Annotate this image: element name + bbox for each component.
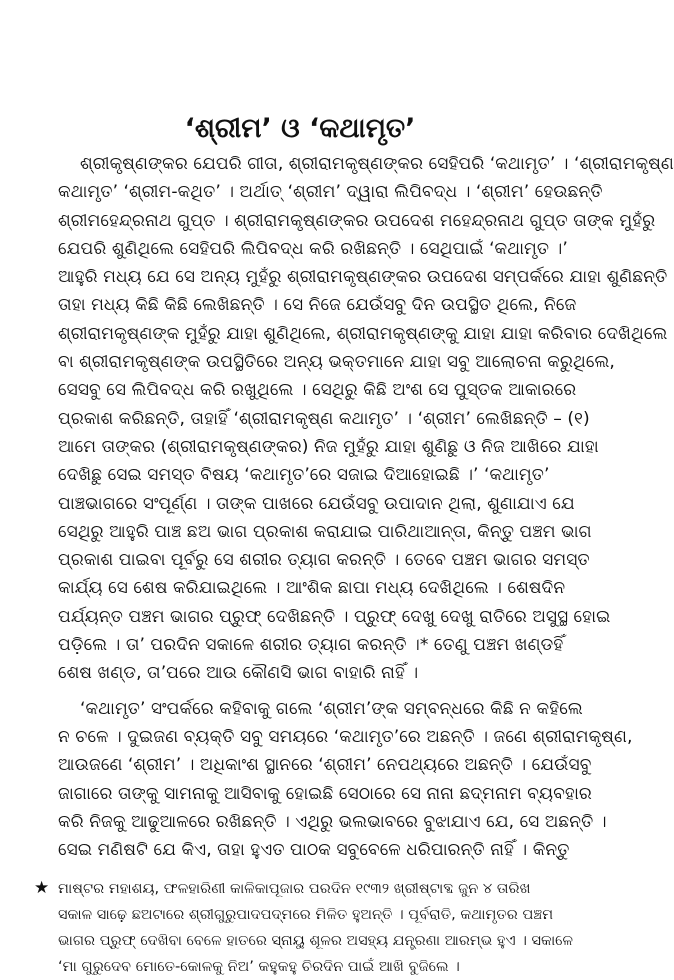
text-line: ଯେପରି ଶୁଣିଥିଲେ ସେହିପରି ଲିପିବଦ୍ଧ କରି ରଖିଛନ୍ତି । ସେଥିପାଇଁ ‘କଥାମୃତ ।’ xyxy=(58,238,568,259)
text-line: ଶ୍ରୀକୃଷ୍ଣଙ୍କର ଯେପରି ଗୀତା, ଶ୍ରୀରାମକୃଷ୍ଣଙ୍କର ସେହିପରି ‘କଥାମୃତ’ । ‘ଶ୍ରୀରାମକୃଷ୍ଣ xyxy=(80,154,674,174)
text-line: ଶ୍ରୀମହେନ୍ଦ୍ରନାଥ ଗୁପ୍ତ । ଶ୍ରୀରାମକୃଷ୍ଣଙ୍କର ଉପଦେଶ ମହେନ୍ଦ୍ରନାଥ ଗୁପ୍ତ ତାଙ୍କ ମୁହଁରୁ xyxy=(58,210,656,231)
footnote-star-icon: ★ xyxy=(34,878,50,898)
text-line: ‘କଥାମୃତ’ ସଂପର୍କରେ କହିବାକୁ ଗଲେ ‘ଶ୍ରୀମ’ଙ୍କ ସମ୍ବନ୍ଧରେ କିଛି ନ କହିଲେ xyxy=(80,698,583,719)
text-line: ବା ଶ୍ରୀରାମକୃଷ୍ଣଙ୍କ ଉପସ୍ଥିତିରେ ଅନ୍ୟ ଭକ୍ତମାନେ ଯାହା ସବୁ ଆଲୋଚନା କରୁଥିଲେ, xyxy=(58,352,615,373)
text-line: ଆମେ ତାଙ୍କର (ଶ୍ରୀରାମକୃଷ୍ଣଙ୍କର) ନିଜ ମୁହଁରୁ ଯାହା ଶୁଣିଛୁ ଓ ନିଜ ଆଖିରେ ଯାହା xyxy=(58,436,599,457)
text-line: ସେଇ ମଣିଷଟି ଯେ କିଏ, ତାହା ହୁଏତ ପାଠକ ସବୁବେଳେ ଧରିପାରନ୍ତି ନାହିଁ । କିନ୍ତୁ xyxy=(58,840,570,861)
paragraph-2 xyxy=(58,695,633,865)
text-line: କାର୍ଯ୍ୟ ସେ ଶେଷ କରିଯାଇଥିଲେ । ଆଂଶିକ ଛାପା ମଧ୍ୟ ଦେଖିଥିଲେ । ଶେଷଦିନ xyxy=(58,578,566,599)
text-line: ଶେଷ ଖଣ୍ଡ, ତା’ପରେ ଆଉ କୌଣସି ଭାଗ ବାହାରି ନାହିଁ । xyxy=(58,663,419,684)
text-line: ନ ଚଳେ । ଦୁଇଜଣ ବ୍ୟକ୍ତି ସବୁ ସମୟରେ ‘କଥାମୃତ’ରେ ଅଛନ୍ତି । ଜଣେ ଶ୍ରୀରାମକୃଷ୍ଣ, xyxy=(58,726,633,747)
text-line: ତାହା ମଧ୍ୟ କିଛି କିଛି ଲେଖିଛନ୍ତି । ସେ ନିଜେ ଯେଉଁସବୁ ଦିନ ଉପସ୍ଥିତ ଥିଲେ, ନିଜେ xyxy=(58,295,577,316)
text-line: ଶ୍ରୀରାମକୃଷ୍ଣଙ୍କ ମୁହଁରୁ ଯାହା ଶୁଣିଥିଲେ, ଶ୍ରୀରାମକୃଷ୍ଣଙ୍କୁ ଯାହା ଯାହା କରିବାର ଦେଖିଥିଲେ xyxy=(58,323,668,344)
footnote-line: ମାଷ୍ଟର ମହାଶୟ, ଫଳହାରିଣୀ କାଳିକାପୂଜାର ପରଦିନ ୧୯୩୨ ଖ୍ରୀଷ୍ଟାବ୍ଦ ଜୁନ ୪ ତାରିଖ xyxy=(58,880,531,897)
text-line: ପ୍ରକାଶ କରିଛନ୍ତି, ତାହାହିଁ ‘ଶ୍ରୀରାମକୃଷ୍ଣ କଥାମୃତ’ । ‘ଶ୍ରୀମ’ ଲେଖିଛନ୍ତି – (୧) xyxy=(58,408,590,429)
footnote xyxy=(34,876,574,980)
text-line: କରି ନିଜକୁ ଆଢୁଆଳରେ ରଖିଛନ୍ତି । ଏଥିରୁ ଭଲଭାବରେ ବୁଝାଯାଏ ଯେ, ସେ ଅଛନ୍ତି । xyxy=(58,811,607,832)
text-line: କଥାମୃତ’ ‘ଶ୍ରୀମ-କଥିତ’ । ଅର୍ଥାତ୍ ‘ଶ୍ରୀମ’ ଦ୍ୱାରା ଲିପିବଦ୍ଧ । ‘ଶ୍ରୀମ’ ହେଉଛନ୍ତି xyxy=(58,182,603,203)
text-line: ଆହୁରି ମଧ୍ୟ ଯେ ସେ ଅନ୍ୟ ମୁହଁରୁ ଶ୍ରୀରାମକୃଷ୍ଣଙ୍କର ଉପଦେଶ ସମ୍ପର୍କରେ ଯାହା ଶୁଣିଛନ୍ତି xyxy=(58,267,668,288)
text-line: ସେଥିରୁ ଆହୁରି ପାଞ୍ଚ ଛଅ ଭାଗ ପ୍ରକାଶ କରାଯାଇ ପାରିଥାଆନ୍ତା, କିନ୍ତୁ ପଞ୍ଚମ ଭାଗ xyxy=(58,521,592,542)
body-text xyxy=(58,150,674,864)
footnote-line: ‘ମା ଗୁରୁଦେବ ମୋତେ-କୋଳକୁ ନିଅ’ କହୁକହୁ ଚିରଦିନ ପାଇଁ ଆଖି ବୁଜିଲେ । xyxy=(58,958,460,975)
text-line: ଆଉଜଣେ ‘ଶ୍ରୀମ’ । ଅଧିକାଂଶ ସ୍ଥାନରେ ‘ଶ୍ରୀମ’ ନେପଥ୍ୟରେ ଅଛନ୍ତି । ଯେଉଁସବୁ xyxy=(58,755,592,776)
footnote-line: ଭାଗର ପ୍ରୁଫ୍ ଦେଖିବା ବେଳେ ହାତରେ ସ୍ନାୟୁ ଶୂଳର ଅସହ୍ୟ ଯନ୍ତ୍ରଣା ଆରମ୍ଭ ହୁଏ । ସକାଳେ xyxy=(58,932,574,949)
paragraph-1 xyxy=(58,150,674,688)
text-line: ପର୍ଯ୍ୟନ୍ତ ପଞ୍ଚମ ଭାଗର ପ୍ରୁଫ୍ ଦେଖିଛନ୍ତି । ପ୍ରୁଫ୍ ଦେଖୁ ଦେଖୁ ରାତିରେ ଅସୁସ୍ଥ ହୋଇ xyxy=(58,606,611,627)
text-line: ପଡ଼ିଲେ । ତା’ ପରଦିନ ସକାଳେ ଶରୀର ତ୍ୟାଗ କରନ୍ତି ।* ତେଣୁ ପଞ୍ଚମ ଖଣ୍ଡହିଁ xyxy=(58,635,564,656)
text-line: ଜାଗାରେ ତାଙ୍କୁ ସାମନାକୁ ଆସିବାକୁ ହୋଇଛି ସେଠାରେ ସେ ନାନା ଛଦ୍ମନାମ ବ୍ୟବହାର xyxy=(58,783,592,804)
chapter-title: ‘ଶ୍ରୀମ’ ଓ ‘କଥାମୃତ’ xyxy=(184,113,416,144)
text-line: ପାଞ୍ଚଭାଗରେ ସଂପୂର୍ଣ୍ଣ । ତାଙ୍କ ପାଖରେ ଯେଉଁସବୁ ଉପାଦାନ ଥିଲା, ଶୁଣାଯାଏ ଯେ xyxy=(58,493,575,514)
text-line: ପ୍ରକାଶ ପାଇବା ପୂର୍ବରୁ ସେ ଶରୀର ତ୍ୟାଗ କରନ୍ତି । ତେବେ ପଞ୍ଚମ ଭାଗର ସମସ୍ତ xyxy=(58,550,590,571)
text-line: ସେସବୁ ସେ ଲିପିବଦ୍ଧ କରି ରଖୁଥିଲେ । ସେଥିରୁ କିଛି ଅଂଶ ସେ ପୁସ୍ତକ ଆକାରରେ xyxy=(58,380,577,401)
text-line: ଦେଖିଛୁ ସେଇ ସମସ୍ତ ବିଷୟ ‘କଥାମୃତ’ରେ ସଜାଇ ଦିଆହୋଇଛି ।’ ‘କଥାମୃତ’ xyxy=(58,465,550,486)
footnote-line: ସକାଳ ସାଢ଼େ ଛଅଟାରେ ଶ୍ରୀଗୁରୁପାଦପଦ୍ମରେ ମିଳିତ ହୁଅନ୍ତି । ପୂର୍ବରାତି, କଥାମୃତର ପଞ୍ଚମ xyxy=(58,906,554,923)
